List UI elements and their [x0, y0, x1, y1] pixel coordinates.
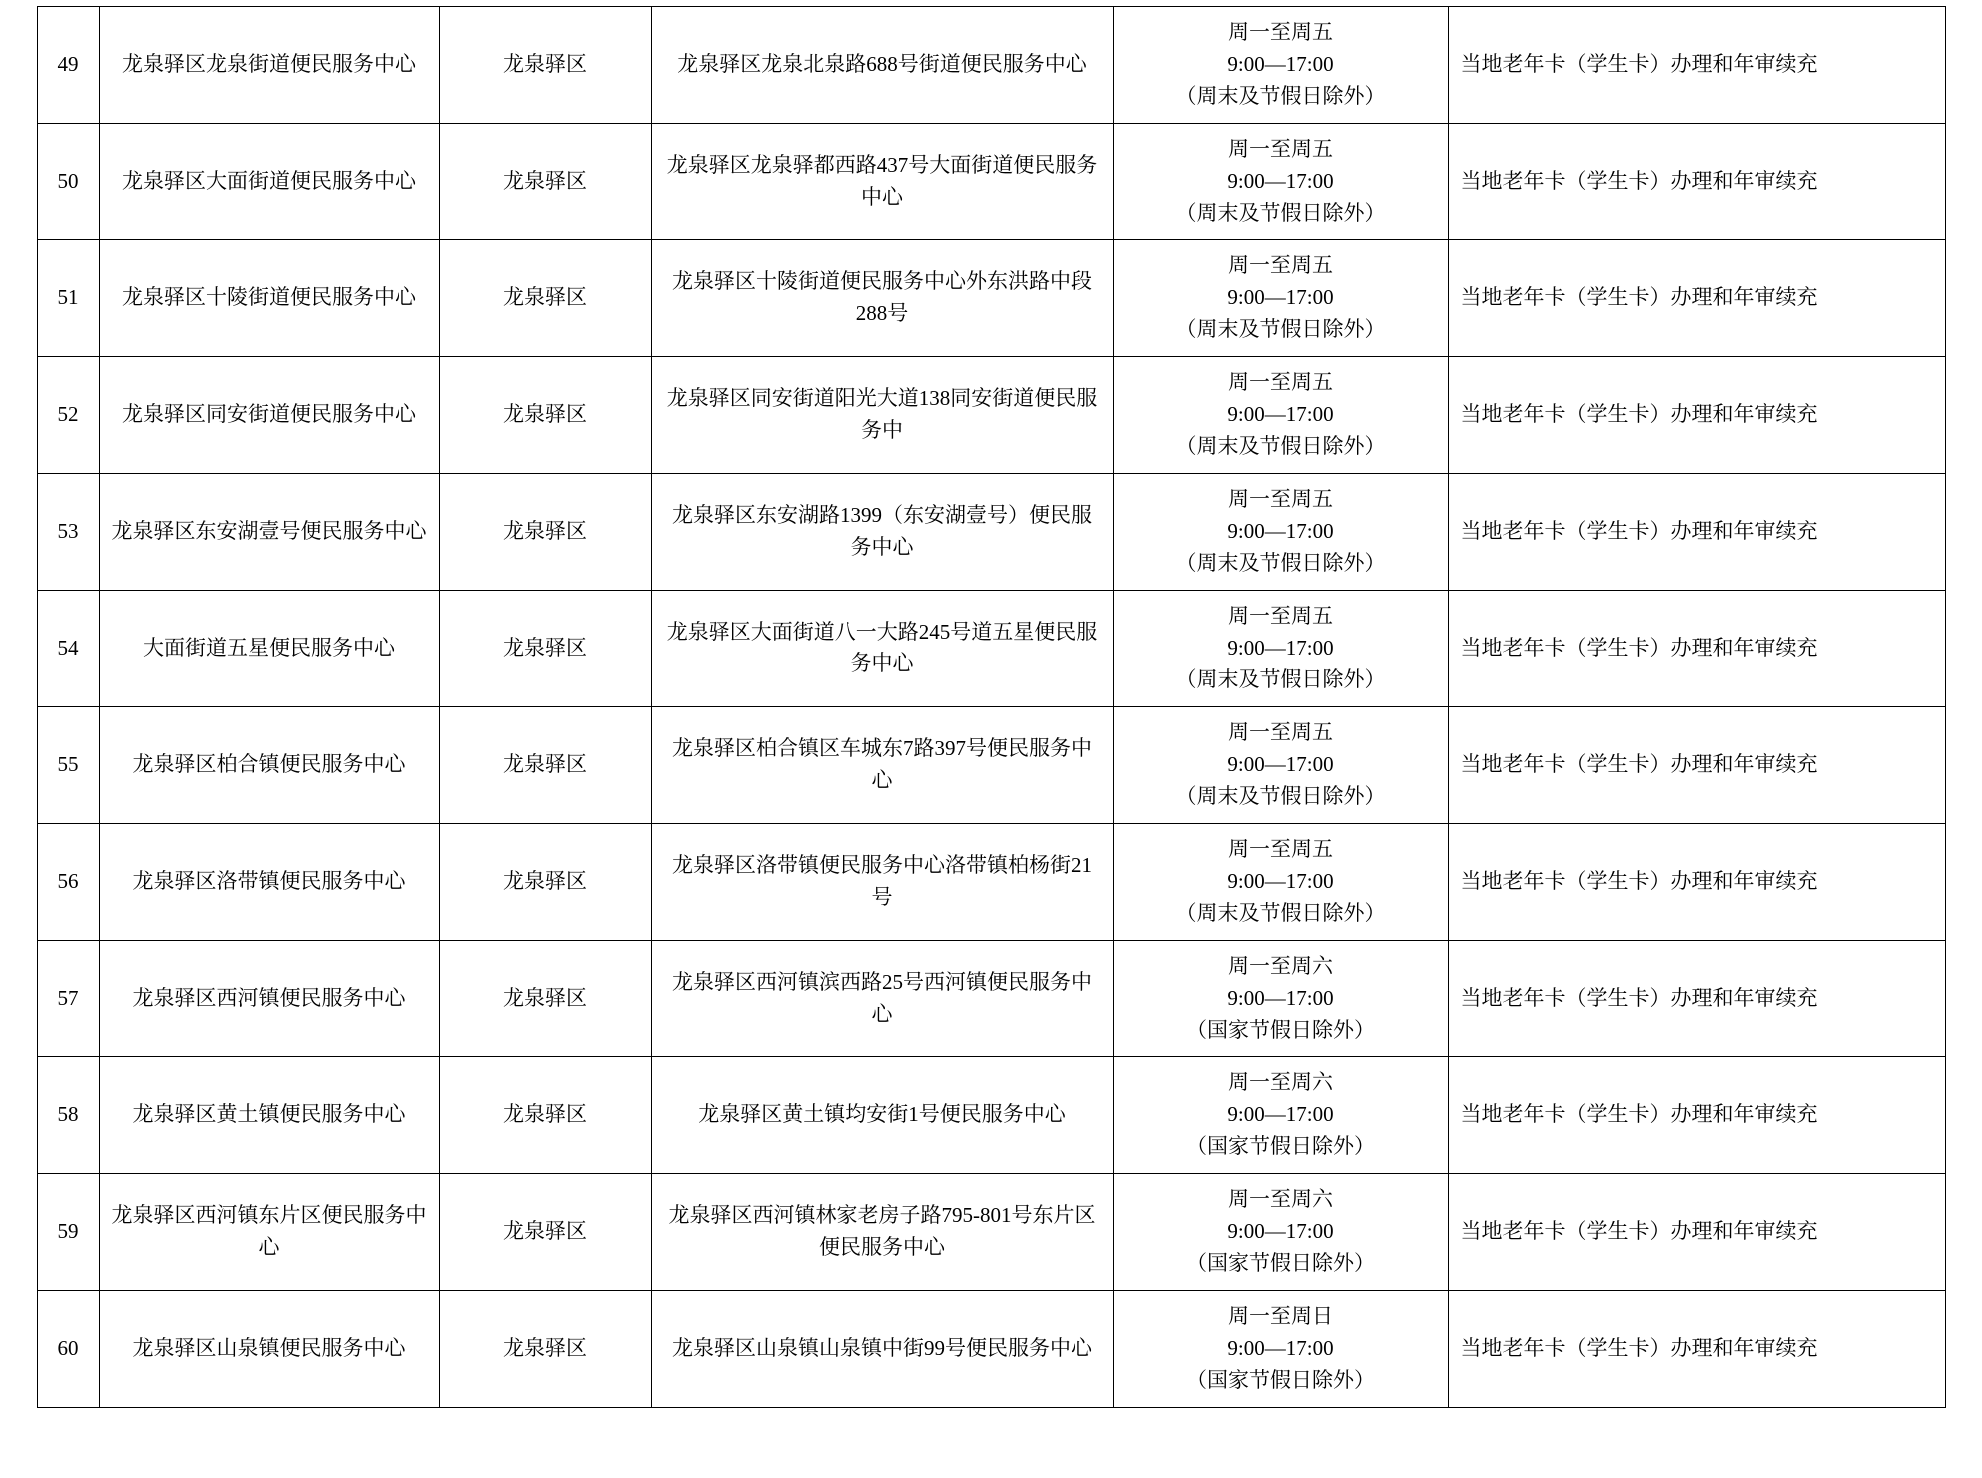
cell-index: 54	[37, 590, 99, 707]
service-hours-line: 周一至周五	[1228, 720, 1333, 745]
cell-service-hours	[1113, 590, 1448, 707]
cell-address: 龙泉驿区大面街道八一大路245号道五星便民服务中心	[651, 590, 1113, 707]
cell-service-content: 当地老年卡（学生卡）办理和年审续充	[1448, 1174, 1945, 1291]
cell-index: 57	[37, 940, 99, 1057]
cell-index: 53	[37, 473, 99, 590]
service-hours-line: （周末及节假日除外）	[1175, 200, 1386, 225]
cell-index: 56	[37, 824, 99, 941]
cell-service-content: 当地老年卡（学生卡）办理和年审续充	[1448, 590, 1945, 707]
table-row	[37, 473, 1945, 590]
cell-district: 龙泉驿区	[439, 707, 651, 824]
service-hours-line: （国家节假日除外）	[1186, 1367, 1375, 1392]
cell-service-content: 当地老年卡（学生卡）办理和年审续充	[1448, 473, 1945, 590]
service-hours-line: （周末及节假日除外）	[1175, 550, 1386, 575]
cell-district: 龙泉驿区	[439, 7, 651, 124]
service-hours-line: 9:00—17:00	[1227, 1102, 1334, 1127]
service-hours-line: 周一至周五	[1228, 20, 1333, 44]
service-hours-line: （国家节假日除外）	[1186, 1251, 1375, 1275]
cell-service-point-name: 龙泉驿区西河镇便民服务中心	[99, 940, 439, 1057]
cell-district: 龙泉驿区	[439, 473, 651, 590]
cell-service-point-name: 龙泉驿区龙泉街道便民服务中心	[99, 7, 439, 124]
cell-service-content: 当地老年卡（学生卡）办理和年审续充	[1448, 1057, 1945, 1174]
service-points-table	[37, 6, 1946, 1408]
service-hours-line: 9:00—17:00	[1227, 168, 1334, 193]
cell-address: 龙泉驿区同安街道阳光大道138同安街道便民服务中	[651, 357, 1113, 474]
cell-address: 龙泉驿区柏合镇区车城东7路397号便民服务中心	[651, 707, 1113, 824]
cell-address: 龙泉驿区洛带镇便民服务中心洛带镇柏杨街21号	[651, 824, 1113, 941]
cell-index: 49	[37, 7, 99, 124]
table-row	[37, 1057, 1945, 1174]
cell-service-hours	[1113, 940, 1448, 1057]
service-hours-line: 9:00—17:00	[1227, 51, 1334, 76]
service-hours-line: 周一至周六	[1228, 1070, 1333, 1095]
service-hours-line: 周一至周五	[1228, 486, 1333, 511]
cell-index: 60	[37, 1290, 99, 1407]
cell-service-content: 当地老年卡（学生卡）办理和年审续充	[1448, 824, 1945, 941]
cell-service-hours	[1113, 707, 1448, 824]
cell-service-hours	[1113, 7, 1448, 124]
service-hours-line: 9:00—17:00	[1227, 985, 1334, 1010]
service-hours-line: 9:00—17:00	[1227, 868, 1334, 893]
cell-district: 龙泉驿区	[439, 1057, 651, 1174]
cell-address: 龙泉驿区西河镇滨西路25号西河镇便民服务中心	[651, 940, 1113, 1057]
service-hours-line: （周末及节假日除外）	[1175, 433, 1386, 458]
service-hours-line: （国家节假日除外）	[1186, 1134, 1375, 1159]
cell-district: 龙泉驿区	[439, 357, 651, 474]
cell-district: 龙泉驿区	[439, 824, 651, 941]
service-hours-line: （周末及节假日除外）	[1175, 784, 1386, 809]
table-row	[37, 1290, 1945, 1407]
cell-service-point-name: 龙泉驿区山泉镇便民服务中心	[99, 1290, 439, 1407]
cell-service-content: 当地老年卡（学生卡）办理和年审续充	[1448, 7, 1945, 124]
service-hours-line: 周一至周六	[1228, 953, 1333, 978]
cell-service-hours	[1113, 1174, 1448, 1291]
table-row	[37, 940, 1945, 1057]
service-hours-line: （周末及节假日除外）	[1175, 83, 1386, 108]
cell-service-point-name: 龙泉驿区黄土镇便民服务中心	[99, 1057, 439, 1174]
table-body	[37, 7, 1945, 1408]
service-hours-line: （周末及节假日除外）	[1175, 900, 1386, 925]
cell-service-hours	[1113, 357, 1448, 474]
cell-index: 51	[37, 240, 99, 357]
cell-service-hours	[1113, 1290, 1448, 1407]
service-hours-line: 周一至周五	[1228, 136, 1333, 161]
service-hours-line: 周一至周五	[1228, 370, 1333, 395]
service-hours-line: 9:00—17:00	[1227, 1219, 1334, 1244]
cell-service-content: 当地老年卡（学生卡）办理和年审续充	[1448, 357, 1945, 474]
service-hours-line: （周末及节假日除外）	[1175, 667, 1386, 692]
cell-service-hours	[1113, 1057, 1448, 1174]
table-row	[37, 357, 1945, 474]
table-row	[37, 240, 1945, 357]
cell-address: 龙泉驿区东安湖路1399（东安湖壹号）便民服务中心	[651, 473, 1113, 590]
cell-address: 龙泉驿区十陵街道便民服务中心外东洪路中段288号	[651, 240, 1113, 357]
cell-service-content: 当地老年卡（学生卡）办理和年审续充	[1448, 240, 1945, 357]
cell-district: 龙泉驿区	[439, 590, 651, 707]
cell-service-hours	[1113, 123, 1448, 240]
cell-district: 龙泉驿区	[439, 1174, 651, 1291]
service-hours-line: （国家节假日除外）	[1186, 1017, 1375, 1042]
cell-service-content: 当地老年卡（学生卡）办理和年审续充	[1448, 123, 1945, 240]
service-hours-line: 周一至周六	[1228, 1187, 1333, 1212]
cell-index: 58	[37, 1057, 99, 1174]
cell-service-point-name: 龙泉驿区西河镇东片区便民服务中心	[99, 1174, 439, 1291]
cell-service-hours	[1113, 473, 1448, 590]
service-hours-line: 周一至周日	[1228, 1303, 1333, 1328]
cell-district: 龙泉驿区	[439, 240, 651, 357]
service-hours-line: 9:00—17:00	[1227, 635, 1334, 660]
cell-index: 50	[37, 123, 99, 240]
cell-address: 龙泉驿区黄土镇均安街1号便民服务中心	[651, 1057, 1113, 1174]
table-row	[37, 1174, 1945, 1291]
cell-service-point-name: 龙泉驿区十陵街道便民服务中心	[99, 240, 439, 357]
service-hours-line: 周一至周五	[1228, 837, 1333, 862]
cell-service-point-name: 龙泉驿区大面街道便民服务中心	[99, 123, 439, 240]
cell-service-hours	[1113, 824, 1448, 941]
service-hours-line: 9:00—17:00	[1227, 518, 1334, 543]
cell-index: 55	[37, 707, 99, 824]
cell-service-content: 当地老年卡（学生卡）办理和年审续充	[1448, 707, 1945, 824]
service-hours-line: 9:00—17:00	[1227, 1335, 1334, 1360]
service-hours-line: 9:00—17:00	[1227, 402, 1334, 427]
cell-district: 龙泉驿区	[439, 123, 651, 240]
cell-address: 龙泉驿区龙泉驿都西路437号大面街道便民服务中心	[651, 123, 1113, 240]
service-hours-line: （周末及节假日除外）	[1175, 317, 1386, 342]
cell-district: 龙泉驿区	[439, 940, 651, 1057]
table-row	[37, 7, 1945, 124]
cell-service-point-name: 龙泉驿区洛带镇便民服务中心	[99, 824, 439, 941]
service-hours-line: 周一至周五	[1228, 253, 1333, 278]
service-hours-line: 9:00—17:00	[1227, 285, 1334, 310]
cell-service-hours	[1113, 240, 1448, 357]
table-row	[37, 123, 1945, 240]
cell-address: 龙泉驿区龙泉北泉路688号街道便民服务中心	[651, 7, 1113, 124]
cell-service-point-name: 龙泉驿区东安湖壹号便民服务中心	[99, 473, 439, 590]
cell-service-point-name: 龙泉驿区柏合镇便民服务中心	[99, 707, 439, 824]
table-row	[37, 590, 1945, 707]
cell-address: 龙泉驿区西河镇林家老房子路795-801号东片区便民服务中心	[651, 1174, 1113, 1291]
cell-service-point-name: 大面街道五星便民服务中心	[99, 590, 439, 707]
cell-index: 52	[37, 357, 99, 474]
cell-district: 龙泉驿区	[439, 1290, 651, 1407]
cell-service-content: 当地老年卡（学生卡）办理和年审续充	[1448, 1290, 1945, 1407]
cell-index: 59	[37, 1174, 99, 1291]
table-row	[37, 707, 1945, 824]
cell-service-content: 当地老年卡（学生卡）办理和年审续充	[1448, 940, 1945, 1057]
service-hours-line: 9:00—17:00	[1227, 752, 1334, 777]
table-row	[37, 824, 1945, 941]
service-hours-line: 周一至周五	[1228, 603, 1333, 628]
cell-service-point-name: 龙泉驿区同安街道便民服务中心	[99, 357, 439, 474]
cell-address: 龙泉驿区山泉镇山泉镇中街99号便民服务中心	[651, 1290, 1113, 1407]
